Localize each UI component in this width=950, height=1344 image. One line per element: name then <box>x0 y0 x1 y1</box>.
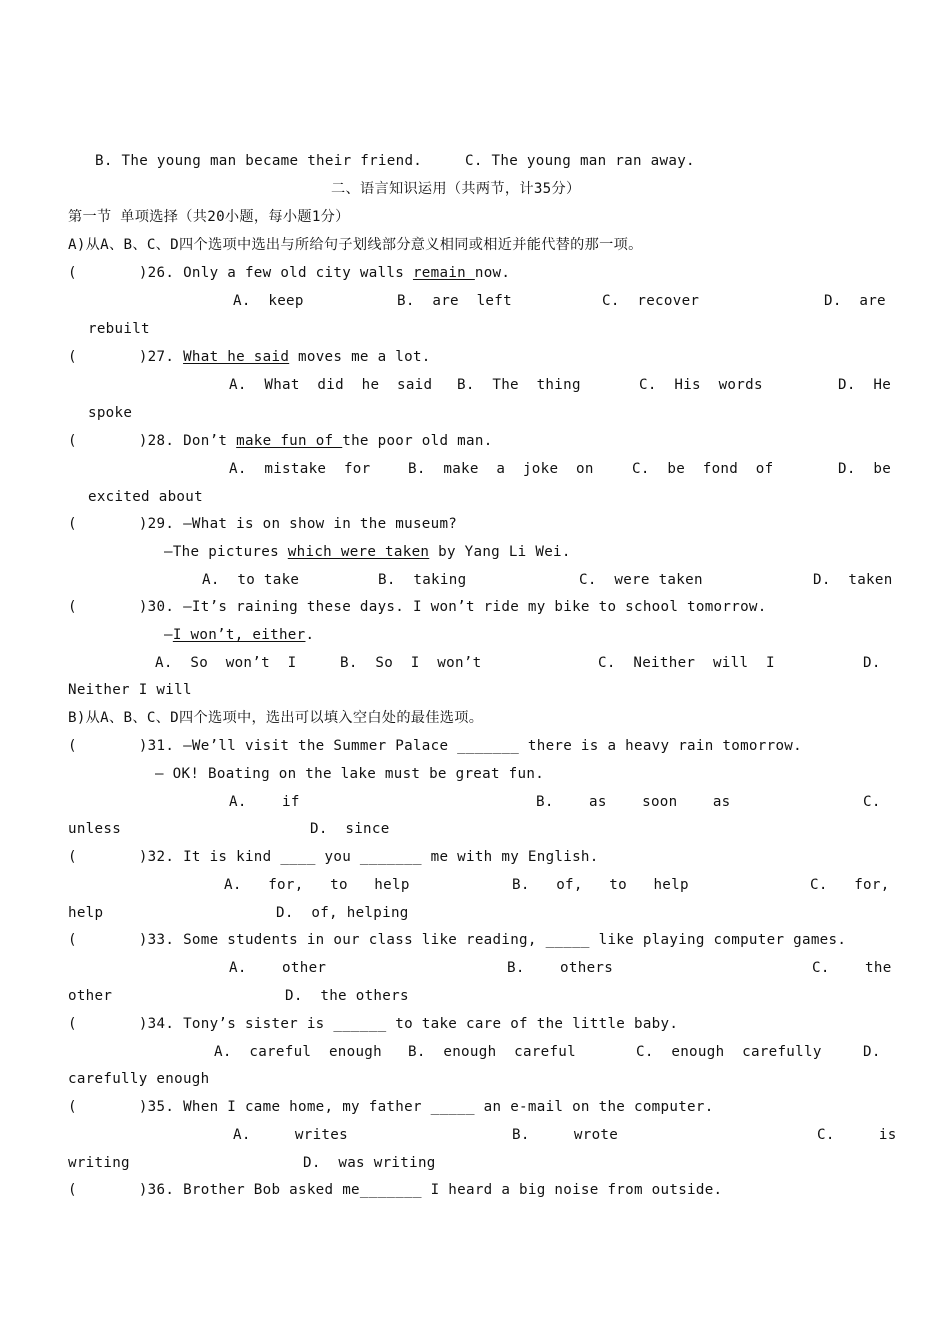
answer-bracket: ( <box>68 1099 77 1115</box>
q35-option-c-wrap: writing <box>68 1155 130 1171</box>
answer-bracket: ( <box>68 265 77 281</box>
q31-option-d: D. since <box>310 821 390 837</box>
q33-option-b: B. others <box>507 960 614 976</box>
prev-option-b: B. The young man became their friend. <box>95 153 423 169</box>
q35-option-a: A. writes <box>233 1127 348 1143</box>
q30-option-c: C. Neither will I <box>598 655 775 671</box>
q29-option-b: B. taking <box>378 572 467 588</box>
q34-option-b: B. enough careful <box>408 1044 576 1060</box>
question-31: ( )31. —We’ll visit the Summer Palace _______ there is a heavy rain tomorrow. <box>68 738 802 754</box>
instruction-a: A)从A、B、C、D四个选项中选出与所给句子划线部分意义相同或相近并能代替的那一项。 <box>68 237 643 253</box>
q29-option-c: C. were taken <box>579 572 703 588</box>
q28-option-b: B. make a joke on <box>408 461 594 477</box>
q28-option-c: C. be fond of <box>632 461 774 477</box>
question-26: ( )26. Only a few old city walls remain now. <box>68 265 511 281</box>
q29-option-d: D. taken <box>813 572 893 588</box>
q31-option-c-wrap: unless <box>68 821 122 837</box>
q27-option-c: C. His words <box>639 377 763 393</box>
q27-option-d-wrap: spoke <box>88 405 133 421</box>
underlined-phrase: What he said <box>183 349 290 365</box>
prev-option-c: C. The young man ran away. <box>465 153 695 169</box>
q31-option-c: C. <box>863 794 881 810</box>
q26-option-d: D. are <box>824 293 886 309</box>
q33-option-a: A. other <box>229 960 327 976</box>
q35-option-b: B. wrote <box>512 1127 619 1143</box>
q33-option-d: D. the others <box>285 988 409 1004</box>
underlined-phrase: I won’t, either <box>172 627 306 643</box>
question-29: ( )29. —What is on show in the museum? <box>68 516 458 532</box>
q29-response: —The pictures which were taken by Yang Li Wei. <box>164 544 571 560</box>
q34-option-c: C. enough carefully <box>636 1044 822 1060</box>
answer-bracket: ( <box>68 849 77 865</box>
answer-bracket: ( <box>68 932 77 948</box>
instruction-b: B)从A、B、C、D四个选项中，选出可以填入空白处的最佳选项。 <box>68 710 484 726</box>
question-34: ( )34. Tony’s sister is ______ to take care of the little baby. <box>68 1016 679 1032</box>
q30-response: —I won’t, either. <box>164 627 315 643</box>
q31-option-a: A. if <box>229 794 300 810</box>
q35-option-c: C. is <box>817 1127 897 1143</box>
underlined-phrase: remain <box>412 265 475 281</box>
question-35: ( )35. When I came home, my father _____ an e-mail on the computer. <box>68 1099 714 1115</box>
question-33: ( )33. Some students in our class like reading, _____ like playing computer games. <box>68 932 847 948</box>
answer-bracket: ( <box>68 599 77 615</box>
answer-bracket: ( <box>68 349 77 365</box>
q27-option-d: D. He <box>838 377 892 393</box>
q35-option-d: D. was writing <box>303 1155 436 1171</box>
q32-option-d: D. of, helping <box>276 905 409 921</box>
q31-option-b: B. as soon as <box>536 794 731 810</box>
underlined-phrase: which were taken <box>287 544 430 560</box>
question-27: ( )27. What he said moves me a lot. <box>68 349 431 365</box>
q32-option-a: A. for, to help <box>224 877 410 893</box>
q34-option-d-wrap: carefully enough <box>68 1071 210 1087</box>
q33-option-c-wrap: other <box>68 988 113 1004</box>
q34-option-d: D. <box>863 1044 881 1060</box>
q26-option-b: B. are left <box>397 293 512 309</box>
answer-bracket: ( <box>68 1182 77 1198</box>
q26-option-c: C. recover <box>602 293 700 309</box>
q32-option-c: C. for, <box>810 877 890 893</box>
q28-option-d: D. be <box>838 461 892 477</box>
question-32: ( )32. It is kind ____ you _______ me with my English. <box>68 849 599 865</box>
q26-option-a: A. keep <box>233 293 304 309</box>
q30-option-a: A. So won’t I <box>155 655 297 671</box>
answer-bracket: ( <box>68 433 77 449</box>
q27-option-b: B. The thing <box>457 377 581 393</box>
q30-option-d: D. <box>863 655 881 671</box>
q27-option-a: A. What did he said <box>229 377 433 393</box>
question-30: ( )30. —It’s raining these days. I won’t ride my bike to school tomorrow. <box>68 599 767 615</box>
q30-option-d-wrap: Neither I will <box>68 682 192 698</box>
q26-option-d-wrap: rebuilt <box>88 321 150 337</box>
answer-bracket: ( <box>68 1016 77 1032</box>
q32-option-c-wrap: help <box>68 905 104 921</box>
part-title: 二、语言知识运用（共两节，计35分） <box>331 181 581 197</box>
question-36: ( )36. Brother Bob asked me_______ I heard a big noise from outside. <box>68 1182 723 1198</box>
q28-option-a: A. mistake for <box>229 461 371 477</box>
q33-option-c: C. the <box>812 960 892 976</box>
question-28: ( )28. Don’t make fun of the poor old man. <box>68 433 493 449</box>
q29-option-a: A. to take <box>202 572 300 588</box>
answer-bracket: ( <box>68 516 77 532</box>
answer-bracket: ( <box>68 738 77 754</box>
q32-option-b: B. of, to help <box>512 877 689 893</box>
q28-option-d-wrap: excited about <box>88 489 203 505</box>
q30-option-b: B. So I won’t <box>340 655 482 671</box>
underlined-phrase: make fun of <box>236 433 343 449</box>
q34-option-a: A. careful enough <box>214 1044 382 1060</box>
q31-response: — OK! Boating on the lake must be great fun. <box>155 766 545 782</box>
section-title: 第一节 单项选择（共20小题，每小题1分） <box>68 209 350 225</box>
